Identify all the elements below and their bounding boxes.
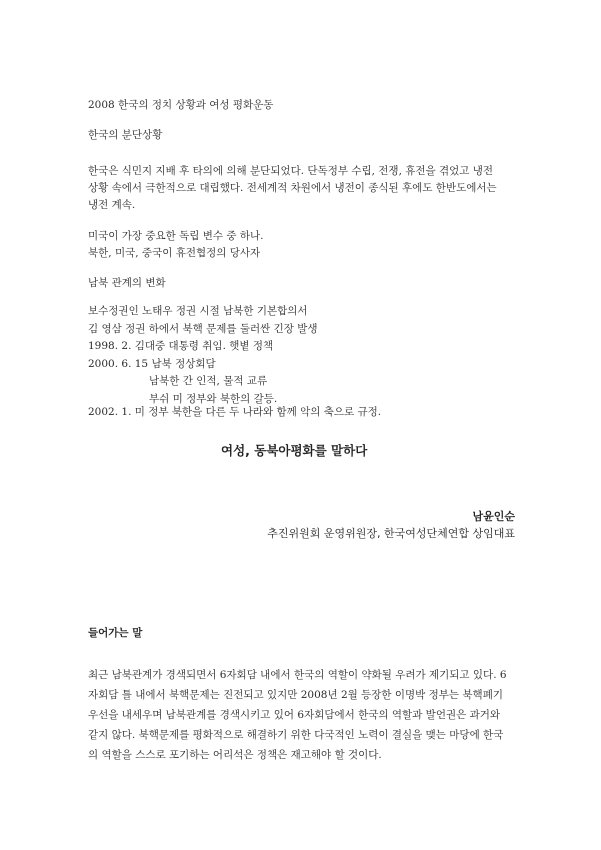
timeline-subline: 남북한 간 인적, 물적 교류 xyxy=(149,375,268,387)
paragraph-line: 최근 남북관계가 경색되면서 6자회담 내에서 한국의 역할이 약화될 우려가 제기되고 있다. 6 xyxy=(88,669,507,681)
paragraph-line: 상황 속에서 극한적으로 대립했다. 전세계적 차원에서 냉전이 종식된 후에도 한반도에서는 xyxy=(88,182,497,194)
intro-paragraph xyxy=(88,665,507,765)
section-heading-division: 한국의 분단상황 xyxy=(88,129,163,141)
paragraph-line: 같지 않다. 북핵문제를 평화적으로 해결하기 위한 다국적인 노력이 결실을 맺는 마당에 한국 xyxy=(88,729,504,741)
paragraph-line: 한국은 식민지 지배 후 타의에 의해 분단되었다. 단독정부 수립, 전쟁, 휴전을 겪었고 냉전 xyxy=(88,165,494,177)
document-header-title: 2008 한국의 정치 상황과 여성 평화운동 xyxy=(88,99,274,111)
division-notes xyxy=(88,228,264,262)
timeline-line: 김 영삼 정권 하에서 북핵 문제를 둘러싼 긴장 발생 xyxy=(88,322,318,335)
section-heading-relations: 남북 관계의 변화 xyxy=(88,277,166,289)
note-line: 북한, 미국, 중국이 휴전협정의 당사자 xyxy=(88,247,261,259)
main-title: 여성, 동북아평화를 말하다 xyxy=(221,443,368,458)
author-name: 남윤인순 xyxy=(472,510,515,523)
intro-heading: 들어가는 말 xyxy=(88,627,143,639)
relations-list xyxy=(88,303,318,373)
timeline-line: 보수정권인 노태우 정권 시절 남북한 기본합의서 xyxy=(88,305,308,317)
paragraph-line: 의 역할을 스스로 포기하는 어리석은 정책은 재고해야 할 것이다. xyxy=(88,749,382,761)
paragraph-line: 냉전 계속. xyxy=(88,199,136,211)
timeline-line: 2000. 6. 15 남북 정상회담 xyxy=(88,357,216,370)
paragraph-line: 자회담 틀 내에서 북핵문제는 진전되고 있지만 2008년 2월 등장한 이명박 정부는 북핵폐기 xyxy=(88,689,503,701)
timeline-subline: 부쉬 미 정부와 북한의 갈등. xyxy=(149,392,278,405)
note-line: 미국이 가장 중요한 독립 변수 중 하나. xyxy=(88,230,264,242)
timeline-line: 1998. 2. 김대중 대통령 취임. 햇볕 정책 xyxy=(88,340,274,352)
author-affiliation: 추진위원회 운영위원장, 한국여성단체연합 상임대표 xyxy=(267,527,515,540)
division-paragraph xyxy=(88,163,497,214)
timeline-line-last: 2002. 1. 미 정부 북한을 다른 두 나라와 함께 악의 축으로 규정. xyxy=(88,406,382,418)
relations-sublist xyxy=(149,373,277,408)
paragraph-line: 우선을 내세우며 남북관계를 경색시키고 있어 6자회담에서 한국의 역할과 발언권은 과거와 xyxy=(88,709,501,721)
